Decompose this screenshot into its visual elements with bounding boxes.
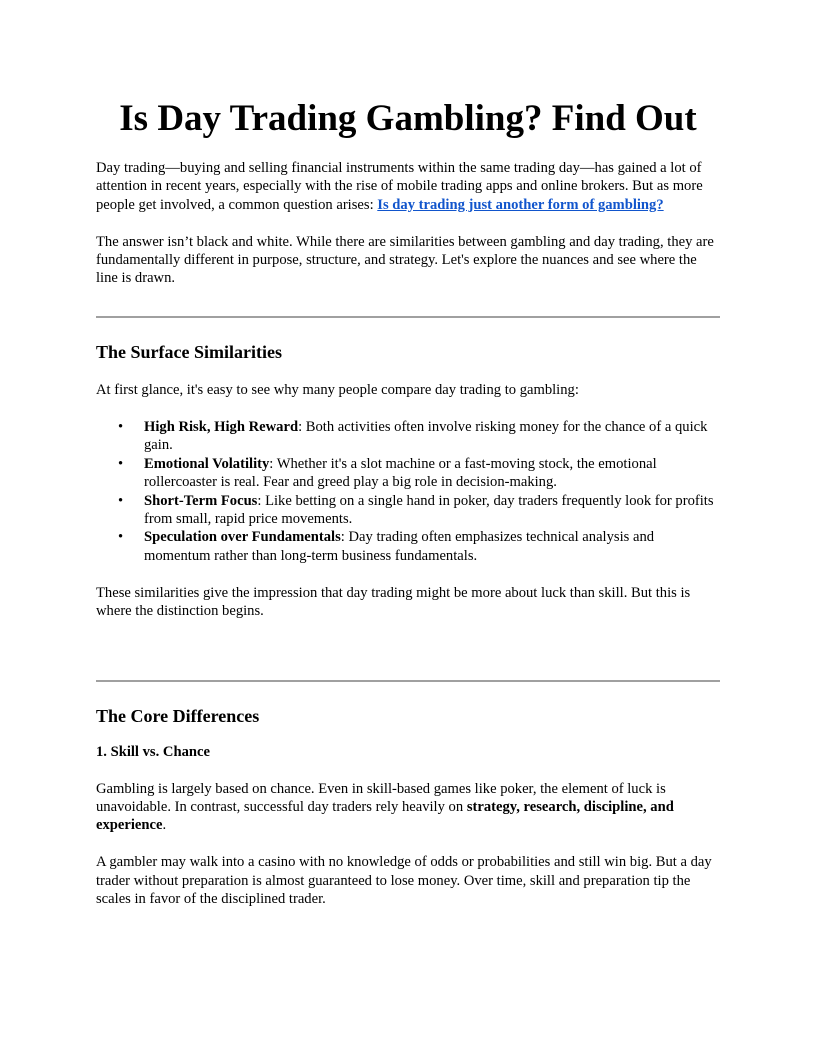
intro-paragraph-1 (96, 159, 720, 214)
bullet-icon: • (118, 529, 124, 546)
list-item-term: Speculation over Fundamentals (144, 529, 341, 546)
skill-paragraph-1 (96, 780, 720, 835)
skill-emphasis: strategy, research, discipline, and experience (96, 799, 674, 834)
skill-text: Gambling is largely based on chance. Even in skill-based games like poker, the element of luck is unavoidable. In contrast, successful day traders rely heavily on (96, 780, 666, 816)
list-item (118, 455, 720, 492)
list-item-text: : Both activities often involve risking money for the chance of a quick gain. (144, 419, 708, 454)
bullet-icon: • (118, 419, 124, 436)
bullet-icon: • (118, 455, 124, 472)
similarities-list (96, 418, 720, 565)
list-item-term: Emotional Volatility (144, 455, 270, 472)
page-title: Is Day Trading Gambling? Find Out (119, 98, 697, 139)
list-item-term: High Risk, High Reward (144, 419, 299, 436)
intro-paragraph-2: The answer isn’t black and white. While there are similarities between gambling and day trading, they are fundamentally different in purpose, structure, and strategy. Let's explore the nuances and see where the line is drawn. (96, 233, 714, 287)
list-item (118, 418, 720, 455)
similarities-lead: At first glance, it's easy to see why many people compare day trading to gambling: (96, 382, 579, 399)
gambling-question-link[interactable]: Is day trading just another form of gambling? (377, 196, 664, 213)
similarities-closing: These similarities give the impression that day trading might be more about luck than skill. But this is where the distinction begins. (96, 584, 691, 620)
intro-text: Day trading—buying and selling financial instruments within the same trading day—has gained a lot of attention in recent years, especially with the rise of mobile trading apps and online brokers. But as more people get involved, a common question arises: (96, 160, 703, 213)
list-item (118, 528, 720, 565)
subheading-skill-vs-chance: 1. Skill vs. Chance (96, 743, 210, 760)
list-item-text: : Like betting on a single hand in poker, day traders frequently look for profits from small, rapid price movements. (144, 492, 714, 528)
list-item (118, 492, 720, 529)
list-item-term: Short-Term Focus (144, 492, 258, 509)
skill-paragraph-2: A gambler may walk into a casino with no knowledge of odds or probabilities and still win big. But a day trader without preparation is almost guaranteed to lose money. Over time, skill and preparation tip the scales in favor of the disciplined trader. (96, 854, 712, 908)
section-heading-similarities: The Surface Similarities (96, 342, 282, 363)
document-body (96, 159, 720, 927)
bullet-icon: • (118, 492, 124, 509)
section-heading-differences: The Core Differences (96, 705, 260, 726)
skill-period: . (162, 817, 167, 834)
list-item-text: : Whether it's a slot machine or a fast-moving stock, the emotional rollercoaster is real. Fear and greed play a big role in decision-making. (144, 455, 657, 491)
list-item-text: : Day trading often emphasizes technical analysis and momentum rather than long-term business fundamentals. (144, 529, 655, 564)
